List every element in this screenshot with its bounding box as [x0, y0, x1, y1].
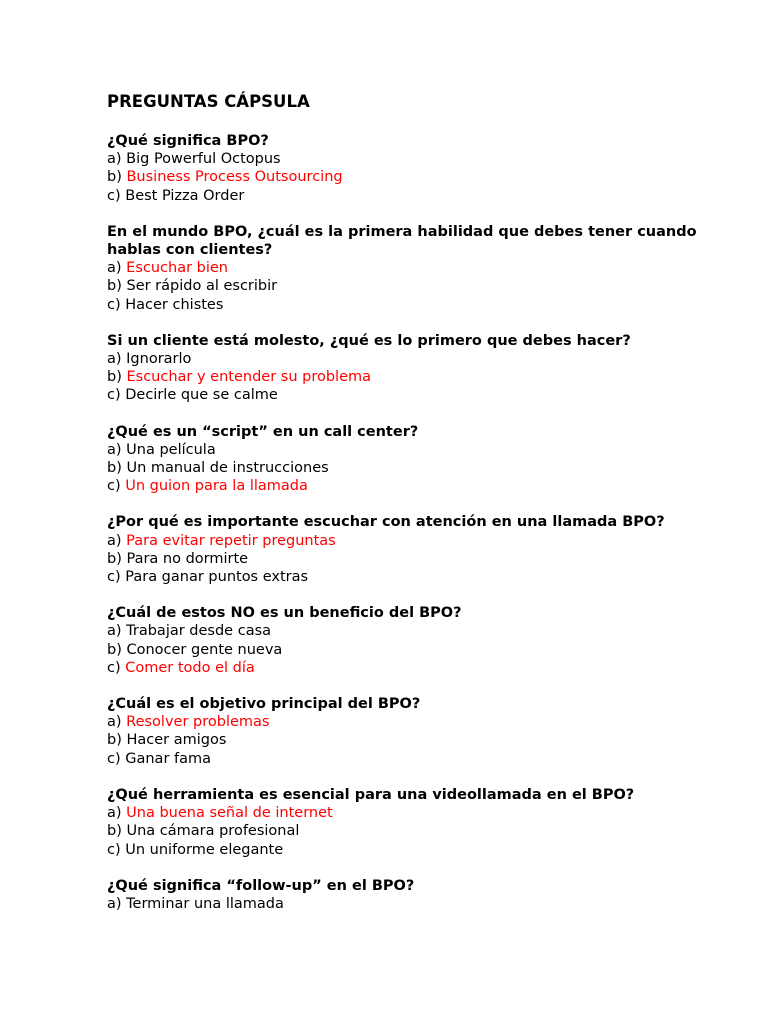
option-letter: a): [107, 805, 122, 822]
option-text: Una película: [126, 441, 216, 458]
question-list: [107, 132, 708, 913]
option-letter: b): [107, 732, 122, 749]
answer-option: [107, 750, 708, 768]
option-letter: c): [107, 569, 121, 586]
answer-option: [107, 895, 708, 913]
correct-answer-option: [107, 532, 708, 550]
question-block: [107, 604, 708, 677]
option-text: Hacer chistes: [125, 296, 224, 313]
option-text: Best Pizza Order: [125, 187, 245, 204]
option-text: Un manual de instrucciones: [126, 460, 329, 477]
answer-option: [107, 622, 708, 640]
answer-option: [107, 187, 708, 205]
correct-option-text: Resolver problemas: [126, 714, 270, 731]
option-letter: c): [107, 187, 121, 204]
question-text: Si un cliente está molesto, ¿qué es lo primero que debes hacer?: [107, 332, 631, 349]
question-text: ¿Cuál de estos NO es un beneficio del BPO?: [107, 605, 462, 622]
correct-option-text: Para evitar repetir preguntas: [126, 532, 336, 549]
option-letter: b): [107, 278, 122, 295]
option-text: Conocer gente nueva: [126, 641, 283, 658]
question-block: [107, 332, 708, 405]
option-letter: c): [107, 296, 121, 313]
question-block: [107, 877, 708, 913]
option-text: Para ganar puntos extras: [125, 569, 309, 586]
option-letter: b): [107, 550, 122, 567]
answer-option: [107, 386, 708, 404]
question-text: ¿Qué es un “script” en un call center?: [107, 423, 419, 440]
correct-answer-option: [107, 168, 708, 186]
question-block: [107, 513, 708, 586]
answer-option: [107, 150, 708, 168]
option-text: Una cámara profesional: [126, 823, 300, 840]
correct-option-text: Un guion para la llamada: [125, 478, 308, 495]
question-text: En el mundo BPO, ¿cuál es la primera habilidad que debes tener cuando hablas con clientes?: [107, 223, 697, 259]
option-letter: a): [107, 351, 122, 368]
option-letter: a): [107, 441, 122, 458]
option-text: Big Powerful Octopus: [126, 151, 281, 168]
option-text: Terminar una llamada: [126, 895, 284, 912]
correct-option-text: Business Process Outsourcing: [126, 169, 343, 186]
option-letter: a): [107, 260, 122, 277]
option-text: Ser rápido al escribir: [126, 278, 278, 295]
correct-answer-option: [107, 368, 708, 386]
option-letter: a): [107, 532, 122, 549]
correct-answer-option: [107, 713, 708, 731]
option-letter: b): [107, 369, 122, 386]
answer-option: [107, 277, 708, 295]
answer-option: [107, 296, 708, 314]
answer-option: [107, 459, 708, 477]
page-title: PREGUNTAS CÁPSULA: [107, 92, 310, 111]
option-letter: c): [107, 659, 121, 676]
correct-option-text: Una buena señal de internet: [126, 805, 333, 822]
correct-answer-option: [107, 659, 708, 677]
option-letter: a): [107, 151, 122, 168]
question-text: ¿Por qué es importante escuchar con atención en una llamada BPO?: [107, 514, 665, 531]
answer-option: [107, 568, 708, 586]
option-text: Ignorarlo: [126, 351, 192, 368]
option-letter: b): [107, 823, 122, 840]
option-text: Ganar fama: [125, 750, 212, 767]
option-text: Decirle que se calme: [125, 387, 278, 404]
question-block: [107, 223, 708, 314]
option-letter: c): [107, 387, 121, 404]
option-letter: c): [107, 478, 121, 495]
answer-option: [107, 350, 708, 368]
answer-option: [107, 841, 708, 859]
option-letter: b): [107, 169, 122, 186]
option-letter: c): [107, 750, 121, 767]
answer-option: [107, 441, 708, 459]
option-letter: b): [107, 460, 122, 477]
answer-option: [107, 731, 708, 749]
question-text: ¿Qué herramienta es esencial para una videollamada en el BPO?: [107, 786, 635, 803]
option-letter: a): [107, 623, 122, 640]
answer-option: [107, 641, 708, 659]
correct-answer-option: [107, 259, 708, 277]
option-text: Hacer amigos: [126, 732, 227, 749]
question-block: [107, 423, 708, 496]
option-letter: a): [107, 895, 122, 912]
question-text: ¿Qué significa “follow-up” en el BPO?: [107, 877, 415, 894]
question-block: [107, 786, 708, 859]
question-text: ¿Qué significa BPO?: [107, 133, 269, 149]
question-text: ¿Cuál es el objetivo principal del BPO?: [107, 696, 421, 713]
answer-option: [107, 550, 708, 568]
option-text: Trabajar desde casa: [126, 623, 272, 640]
correct-option-text: Escuchar y entender su problema: [126, 369, 372, 386]
question-block: [107, 695, 708, 768]
answer-option: [107, 822, 708, 840]
option-text: Para no dormirte: [126, 550, 249, 567]
option-text: Un uniforme elegante: [125, 841, 284, 858]
correct-answer-option: [107, 804, 708, 822]
correct-option-text: Comer todo el día: [125, 659, 255, 676]
correct-answer-option: [107, 477, 708, 495]
question-block: [107, 132, 708, 205]
option-letter: a): [107, 714, 122, 731]
correct-option-text: Escuchar bien: [126, 260, 228, 277]
option-letter: b): [107, 641, 122, 658]
option-letter: c): [107, 841, 121, 858]
